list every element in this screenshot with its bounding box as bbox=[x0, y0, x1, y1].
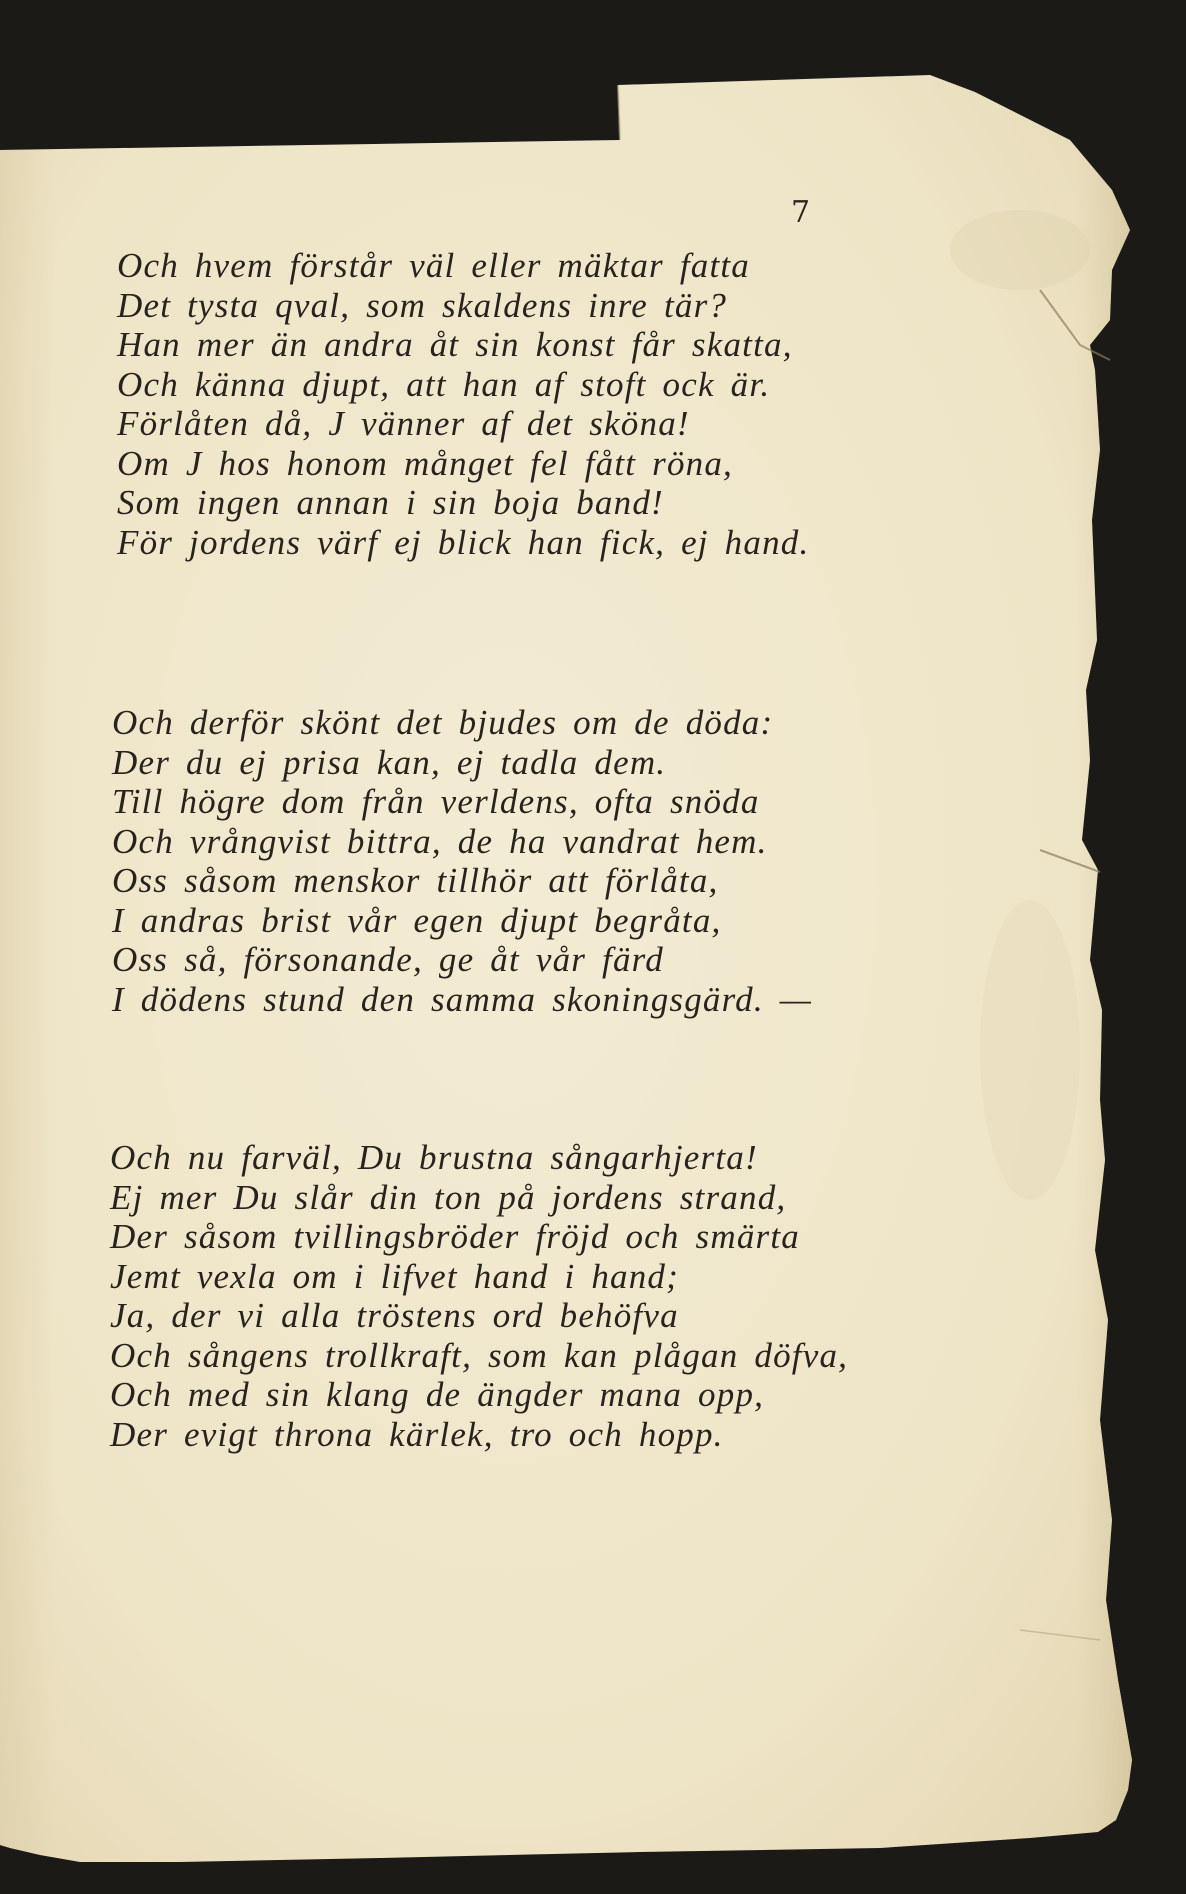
verse-line: Och hvem förstår väl eller mäktar fatta bbox=[117, 246, 750, 285]
verse-line: I andras brist vår egen djupt begråta, bbox=[112, 900, 722, 940]
stanza-2 bbox=[112, 703, 1012, 1019]
verse-line: Ja, der vi alla tröstens ord behöfva bbox=[110, 1296, 679, 1335]
verse-line: Om J hos honom månget fel fått röna, bbox=[117, 443, 733, 483]
verse-line: Oss så, försonande, ge åt vår färd bbox=[112, 940, 664, 979]
page-number: 7 bbox=[791, 195, 811, 230]
verse-line: Och vrångvist bittra, de ha vandrat hem. bbox=[112, 821, 768, 861]
verse-line: Och med sin klang de ängder mana opp, bbox=[110, 1375, 765, 1414]
verse-line: Oss såsom menskor tillhör att förlåta, bbox=[112, 861, 719, 900]
verse-line: Ej mer Du slår din ton på jordens strand, bbox=[110, 1177, 787, 1217]
verse-line: Der evigt throna kärlek, tro och hopp. bbox=[110, 1414, 724, 1454]
verse-line: Der du ej prisa kan, ej tadla dem. bbox=[112, 742, 667, 782]
verse-line: Som ingen annan i sin boja band! bbox=[117, 483, 664, 522]
verse-line: Han mer än andra åt sin konst får skatta, bbox=[117, 325, 793, 364]
verse-line: I dödens stund den samma skoningsgärd. — bbox=[112, 979, 813, 1019]
verse-line: Och nu farväl, Du brustna sångarhjerta! bbox=[110, 1138, 758, 1177]
verse-line: Det tysta qval, som skaldens inre tär? bbox=[117, 285, 728, 325]
verse-line: Jemt vexla om i lifvet hand i hand; bbox=[110, 1256, 679, 1296]
stanza-3 bbox=[110, 1138, 1010, 1454]
stanza-1 bbox=[117, 246, 1017, 562]
verse-line: För jordens värf ej blick han fick, ej hand. bbox=[117, 522, 810, 562]
verse-line: Till högre dom från verldens, ofta snöda bbox=[112, 782, 760, 821]
verse-line: Och känna djupt, att han af stoft ock är. bbox=[117, 364, 771, 404]
verse-line: Och derför skönt det bjudes om de döda: bbox=[112, 703, 774, 742]
verse-line: Och sångens trollkraft, som kan plågan döfva, bbox=[110, 1335, 849, 1375]
verse-line: Der såsom tvillingsbröder fröjd och smärta bbox=[110, 1217, 800, 1256]
verse-line: Förlåten då, J vänner af det sköna! bbox=[117, 404, 690, 443]
